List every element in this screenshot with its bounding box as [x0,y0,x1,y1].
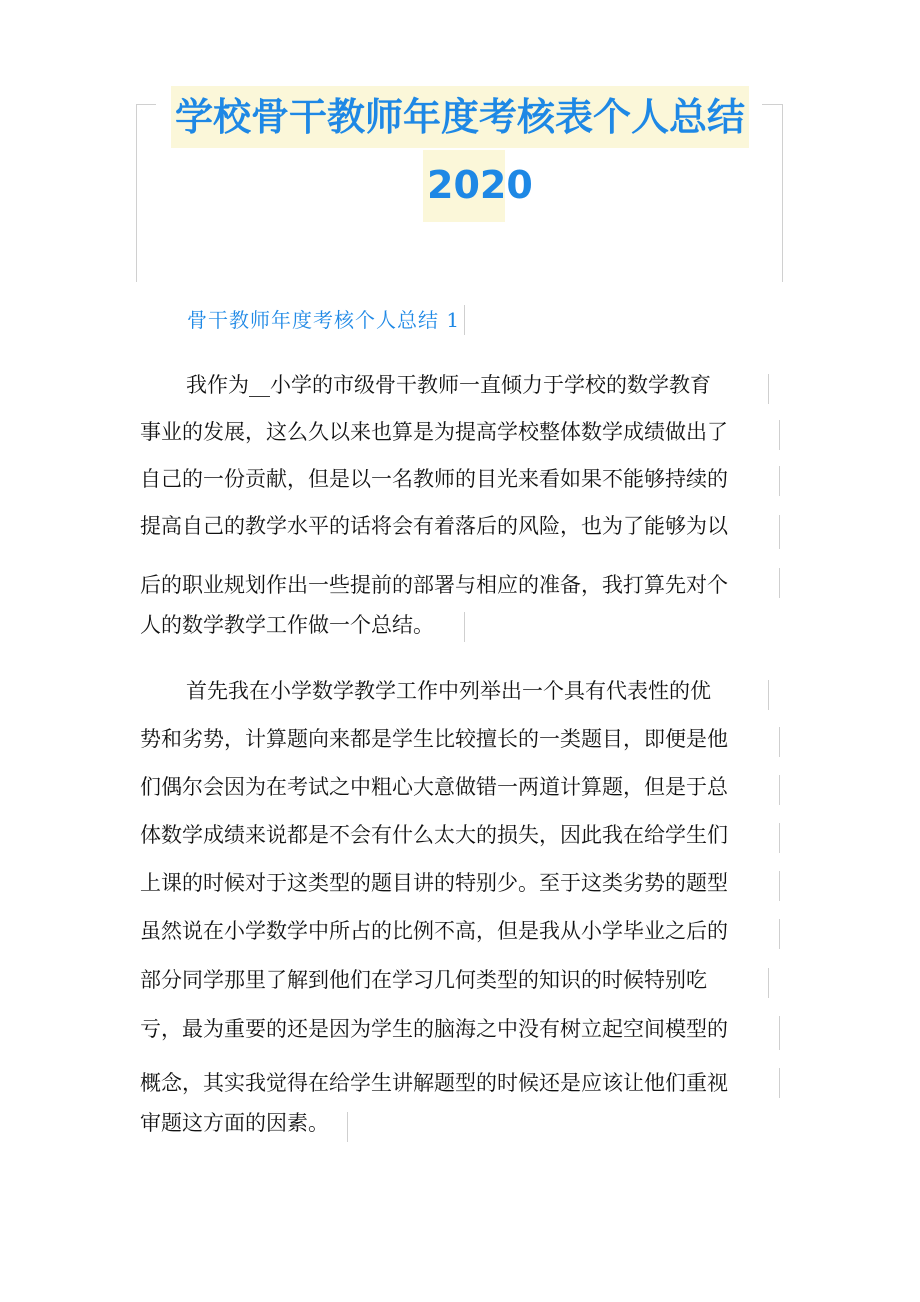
paragraph-line: 我作为__小学的市级骨干教师一直倾力于学校的数学教育 [186,373,711,397]
line-end-marker [347,1112,348,1142]
line-end-marker [779,727,780,757]
paragraph-line: 体数学成绩来说都是不会有什么太大的损失，因此我在给学生们 [140,823,728,847]
frame-line-top-right [762,104,782,105]
paragraph-line: 概念，其实我觉得在给学生讲解题型的时候还是应该让他们重视 [140,1071,728,1095]
line-end-marker [779,775,780,805]
title-line-2: 2020 [423,150,505,222]
line-end-marker [779,823,780,853]
paragraph-line: 亏，最为重要的还是因为学生的脑海之中没有树立起空间模型的 [140,1017,728,1041]
paragraph-line: 事业的发展，这么久以来也算是为提高学校整体数学成绩做出了 [140,420,728,444]
paragraph-line: 审题这方面的因素。 [140,1111,329,1135]
line-end-marker [768,968,769,998]
line-end-marker [779,568,780,598]
line-end-marker [779,515,780,549]
line-end-marker [779,420,780,450]
line-end-marker [779,871,780,901]
frame-line-left [136,104,137,282]
section-subheading: 骨干教师年度考核个人总结 1 [187,305,465,335]
document-title [155,86,765,222]
paragraph-line: 上课的时候对于这类型的题目讲的特别少。至于这类劣势的题型 [140,871,728,895]
title-line-1: 学校骨干教师年度考核表个人总结 [171,86,749,148]
line-end-marker [779,466,780,496]
frame-line-right [782,104,783,282]
line-end-marker [779,919,780,949]
paragraph-line: 首先我在小学数学教学工作中列举出一个具有代表性的优 [186,679,711,703]
line-end-marker [464,612,465,642]
line-end-marker [779,1016,780,1050]
line-end-marker [768,680,769,710]
paragraph-line: 人的数学教学工作做一个总结。 [140,613,434,637]
paragraph-line: 势和劣势，计算题向来都是学生比较擅长的一类题目，即便是他 [140,727,728,751]
paragraph-line: 自己的一份贡献，但是以一名教师的目光来看如果不能够持续的 [140,467,728,491]
paragraph-line: 后的职业规划作出一些提前的部署与相应的准备，我打算先对个 [140,573,728,597]
line-end-marker [768,374,769,404]
paragraph-line: 们偶尔会因为在考试之中粗心大意做错一两道计算题，但是于总 [140,775,728,799]
paragraph-line: 虽然说在小学数学中所占的比例不高，但是我从小学毕业之后的 [140,919,728,943]
paragraph-line: 部分同学那里了解到他们在学习几何类型的知识的时候特别吃 [140,968,707,992]
paragraph-line: 提高自己的教学水平的话将会有着落后的风险，也为了能够为以 [140,514,728,538]
line-end-marker [779,1068,780,1098]
frame-line-top-left [136,104,156,105]
paragraph-2 [140,676,780,1146]
paragraph-1 [140,370,780,650]
